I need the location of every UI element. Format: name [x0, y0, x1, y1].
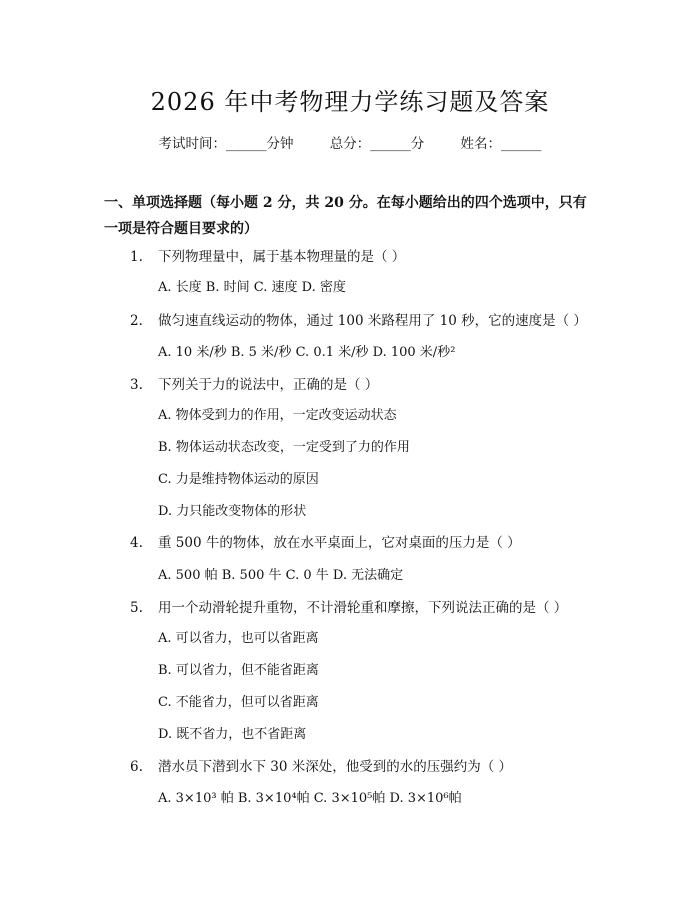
- question-2: [130, 309, 587, 329]
- question-3-option-a: A. 物体受到力的作用，一定改变运动状态: [158, 408, 397, 423]
- question-5-option-c: C. 不能省力，但可以省距离: [158, 695, 319, 710]
- total-score-field: 总分：______分: [329, 136, 425, 152]
- question-number: 2.: [130, 313, 143, 329]
- question-text: 潜水员下潜到水下 30 米深处，他受到的水的压强约为（ ）: [158, 759, 513, 775]
- section-heading: 一、单项选择题（每小题 2 分，共 20 分。在每小题给出的四个选项中，只有一项是符合题目要求的）: [104, 195, 587, 237]
- question-number: 4.: [130, 535, 143, 551]
- question-4-options: A. 500 帕 B. 500 牛 C. 0 牛 D. 无法确定: [158, 568, 404, 583]
- question-3: [130, 373, 378, 393]
- question-text: 下列关于力的说法中，正确的是（ ）: [158, 377, 379, 393]
- exam-time-field: 考试时间：______分钟: [158, 136, 294, 152]
- page-title: 2026 年中考物理力学练习题及答案: [150, 88, 550, 116]
- question-text: 用一个动滑轮提升重物，不计滑轮重和摩擦，下列说法正确的是（ ）: [158, 600, 568, 616]
- question-5: [130, 596, 567, 616]
- question-text: 下列物理量中，属于基本物理量的是（ ）: [158, 249, 406, 265]
- question-number: 6.: [130, 759, 143, 775]
- exam-meta: [0, 132, 700, 152]
- question-5-option-b: B. 可以省力，但不能省距离: [158, 663, 319, 678]
- question-2-options: A. 10 米/秒 B. 5 米/秒 C. 0.1 米/秒 D. 100 米/秒²: [158, 345, 456, 360]
- question-5-option-d: D. 既不省力，也不省距离: [158, 727, 307, 742]
- question-number: 3.: [130, 377, 143, 393]
- question-1: [130, 245, 405, 265]
- question-number: 5.: [130, 600, 143, 616]
- question-5-option-a: A. 可以省力，也可以省距离: [158, 631, 319, 646]
- question-number: 1.: [130, 249, 143, 265]
- question-4: [130, 531, 521, 551]
- question-text: 重 500 牛的物体，放在水平桌面上，它对桌面的压力是（ ）: [158, 535, 521, 551]
- question-3-option-c: C. 力是维持物体运动的原因: [158, 472, 319, 487]
- question-6: [130, 755, 512, 775]
- question-6-options: A. 3×10³ 帕 B. 3×10⁴帕 C. 3×10⁵帕 D. 3×10⁶帕: [158, 791, 462, 806]
- name-field: 姓名：______: [460, 136, 542, 152]
- question-text: 做匀速直线运动的物体，通过 100 米路程用了 10 秒，它的速度是（ ）: [158, 313, 587, 329]
- question-1-options: A. 长度 B. 时间 C. 速度 D. 密度: [158, 280, 346, 295]
- question-3-option-b: B. 物体运动状态改变，一定受到了力的作用: [158, 440, 410, 455]
- question-3-option-d: D. 力只能改变物体的形状: [158, 504, 307, 519]
